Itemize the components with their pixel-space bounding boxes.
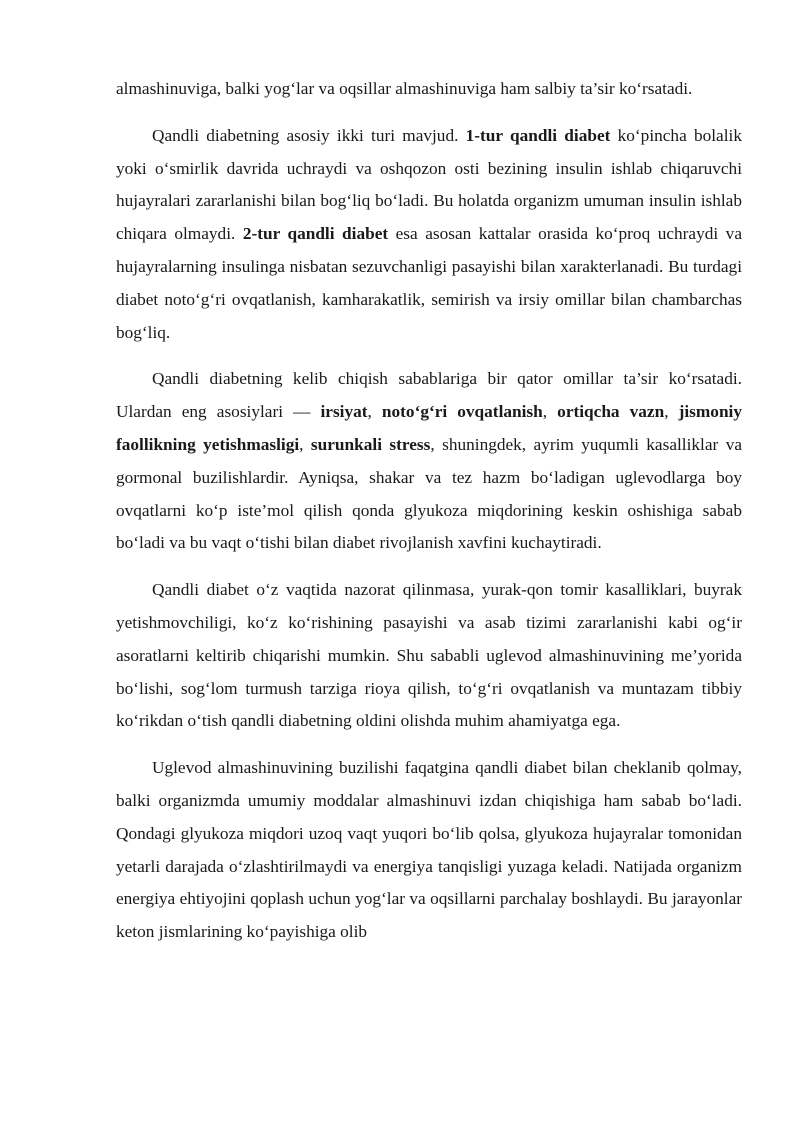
text-run: Uglevod almashinuvining buzilishi faqatgina qandli diabet bilan cheklanib qolmay, balki organizmda umumiy moddalar almashinuvi izdan chiqishiga ham sabab bo‘ladi. Qondagi glyukoza miqdori uzoq vaqt yuqori bo‘lib qolsa, glyukoza hujayralar tomonidan yetarli darajada o‘zlashtirilmaydi va energiya tanqisligi yuzaga keladi. Natijada organizm energiya ehtiyojini qoplash uchun yog‘lar va oqsillarni parchalay boshlaydi. Bu jarayonlar keton jismlarining ko‘payishiga olib xyxy=(116,758,742,942)
text-run: esa asosan kattalar orasida ko‘proq uchraydi va hujayralarning insulinga nisbatan sezuvchanligi pasayishi bilan xarakterlanadi. Bu turdagi diabet noto‘g‘ri ovqatlanish, kamharakatlik, semirish va irsiy omillar bilan chambarchas bog‘liq. xyxy=(116,224,742,342)
bold-term-heredity: irsiyat xyxy=(320,402,368,422)
text-run: almashinuviga, balki yog‘lar va oqsillar almashinuviga ham salbiy ta’sir ko‘rsatadi. xyxy=(116,79,693,98)
text-run: , shuningdek, ayrim yuqumli kasalliklar va gormonal buzilishlardir. Ayniqsa, shakar va tez hazm bo‘ladigan uglevodlarga boy ovqatlarni ko‘p iste’mol qilish qonda glyukoza miqdorining keskin oshishiga sabab bo‘ladi va bu vaqt o‘tishi bilan diabet rivojlanish xavfini kuchaytiradi. xyxy=(116,434,743,553)
paragraph-2 xyxy=(116,120,742,350)
bold-term-type1-diabetes: 1-tur qandli diabet xyxy=(465,125,611,145)
text-run: , xyxy=(664,402,679,422)
text-run: , xyxy=(542,402,558,422)
text-run: , xyxy=(367,402,382,422)
text-run: ko‘pincha bolalik yoki o‘smirlik davrida uchraydi va oshqozon osti bezining insulin ishlab chiqaruvchi hujayralari zararlanishi bilan bog‘liq bo‘ladi. Bu holatda organizm umuman insulin ishlab chiqara olmaydi. xyxy=(116,125,742,244)
paragraph-3 xyxy=(116,363,742,560)
paragraph-4 xyxy=(116,574,742,738)
bold-term-poor-nutrition: noto‘g‘ri ovqatlanish xyxy=(381,402,543,422)
text-run: Qandli diabet o‘z vaqtida nazorat qilinmasa, yurak-qon tomir kasalliklari, buyrak yetishmovchiligi, ko‘z ko‘rishining pasayishi va asab tizimi zararlanishi kabi og‘ir asoratlarni keltirib chiqarishi mumkin. Shu sababli uglevod almashinuvining me’yorida bo‘lishi, sog‘lom turmush tarziga rioya qilish, to‘g‘ri ovqatlanish va muntazam tibbiy ko‘rikdan o‘tish qandli diabetning oldini olishda muhim ahamiyatga ega. xyxy=(116,580,742,731)
paragraph-5 xyxy=(116,752,742,949)
bold-term-type2-diabetes: 2-tur qandli diabet xyxy=(242,224,389,244)
bold-term-excess-weight: ortiqcha vazn xyxy=(557,402,665,422)
bold-term-chronic-stress: surunkali stress xyxy=(310,434,431,454)
bold-term-low-activity: jismoniy faollikning yetishmasligi xyxy=(116,402,742,454)
text-run: Qandli diabetning kelib chiqish sabablariga bir qator omillar ta’sir ko‘rsatadi. Ulardan eng asosiylari — xyxy=(116,369,742,422)
text-run: , xyxy=(299,434,311,454)
document-page xyxy=(116,73,742,949)
text-run: Qandli diabetning asosiy ikki turi mavjud. xyxy=(152,125,466,145)
paragraph-1 xyxy=(116,73,742,106)
